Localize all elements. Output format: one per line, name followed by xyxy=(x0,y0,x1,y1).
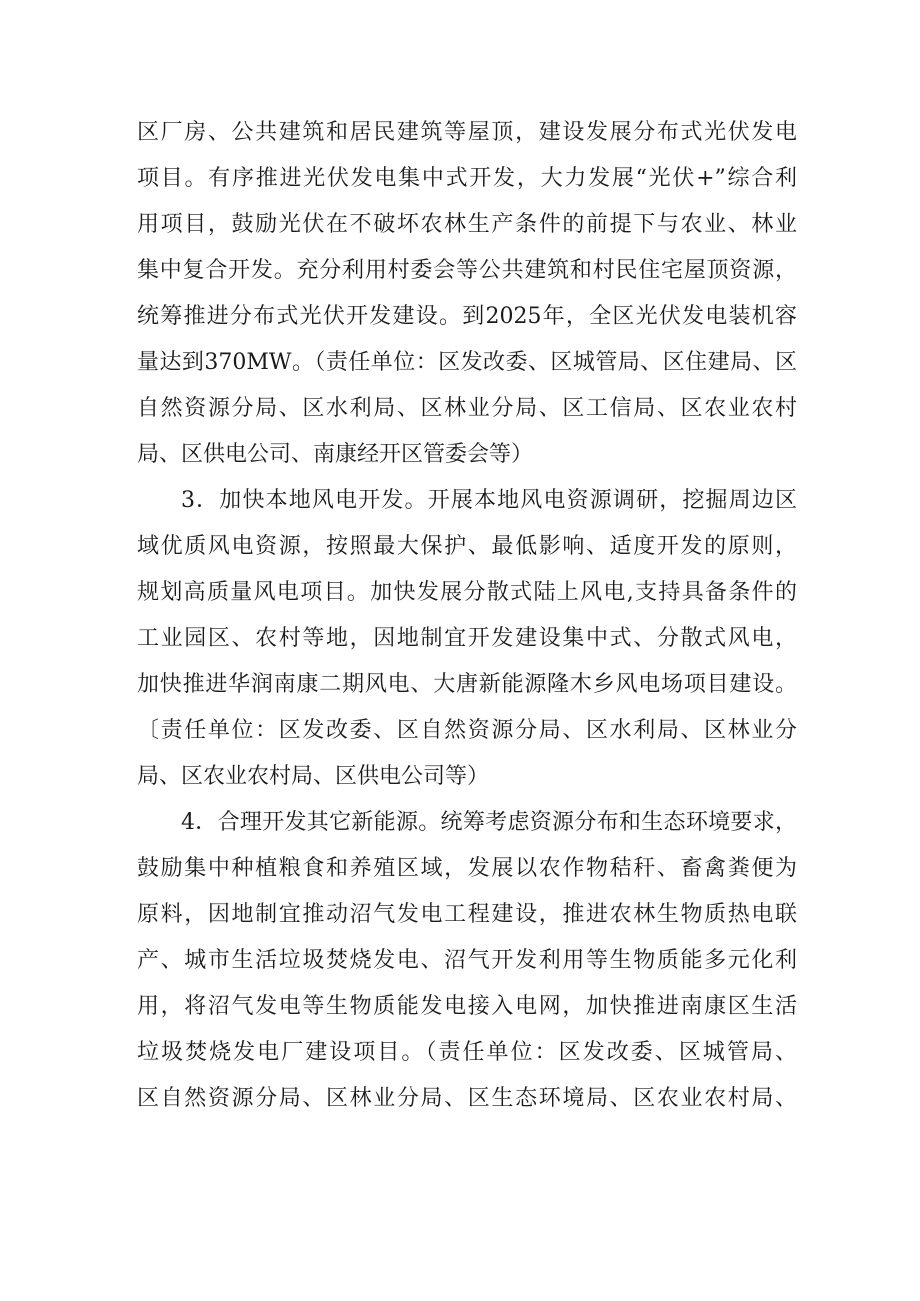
text-line: 统筹推进分布式光伏开发建设。到2025年，全区光伏发电装机容 xyxy=(137,304,797,329)
text-line: 规划高质量风电项目。加快发展分散式陆上风电,支持具备条件的 xyxy=(137,580,797,605)
text-line: 鼓励集中种植粮食和养殖区域，发展以农作物秸秆、畜禽粪便为 xyxy=(137,856,797,881)
text-line: 集中复合开发。充分利用村委会等公共建筑和村民住宅屋顶资源， xyxy=(137,258,797,283)
text-line: 产、城市生活垃圾焚烧发电、沼气开发利用等生物质能多元化利 xyxy=(137,948,797,973)
section-heading-line: 3．加快本地风电开发。开展本地风电资源调研，挖掘周边区 xyxy=(181,488,797,513)
text-line: 区厂房、公共建筑和居民建筑等屋顶，建设发展分布式光伏发电 xyxy=(137,120,797,145)
text-line: 局、区供电公司、南康经开区管委会等） xyxy=(137,442,534,467)
section-heading-line: 4．合理开发其它新能源。统筹考虑资源分布和生态环境要求， xyxy=(181,810,797,835)
text-line: 自然资源分局、区水利局、区林业分局、区工信局、区农业农村 xyxy=(137,396,797,421)
text-line: 原料，因地制宜推动沼气发电工程建设，推进农林生物质热电联 xyxy=(137,902,797,927)
text-line: 量达到370MW。（责任单位：区发改委、区城管局、区住建局、区 xyxy=(137,350,797,375)
text-line: 项目。有序推进光伏发电集中式开发，大力发展“光伏+”综合利 xyxy=(137,166,797,191)
text-line: 工业园区、农村等地，因地制宜开发建设集中式、分散式风电， xyxy=(137,626,797,651)
text-line: 〔责任单位：区发改委、区自然资源分局、区水利局、区林业分 xyxy=(137,718,797,743)
text-line: 域优质风电资源，按照最大保护、最低影响、适度开发的原则， xyxy=(137,534,797,559)
text-line: 加快推进华润南康二期风电、大唐新能源隆木乡风电场项目建设。 xyxy=(137,672,797,697)
text-line: 用，将沼气发电等生物质能发电接入电网，加快推进南康区生活 xyxy=(137,994,797,1019)
text-line: 局、区农业农村局、区供电公司等） xyxy=(137,764,490,789)
text-line: 用项目，鼓励光伏在不破坏农林生产条件的前提下与农业、林业 xyxy=(137,212,797,237)
text-line: 区自然资源分局、区林业分局、区生态环境局、区农业农村局、 xyxy=(137,1086,797,1111)
document-body xyxy=(137,110,797,1122)
text-line: 垃圾焚烧发电厂建设项目。（责任单位：区发改委、区城管局、 xyxy=(137,1040,797,1065)
